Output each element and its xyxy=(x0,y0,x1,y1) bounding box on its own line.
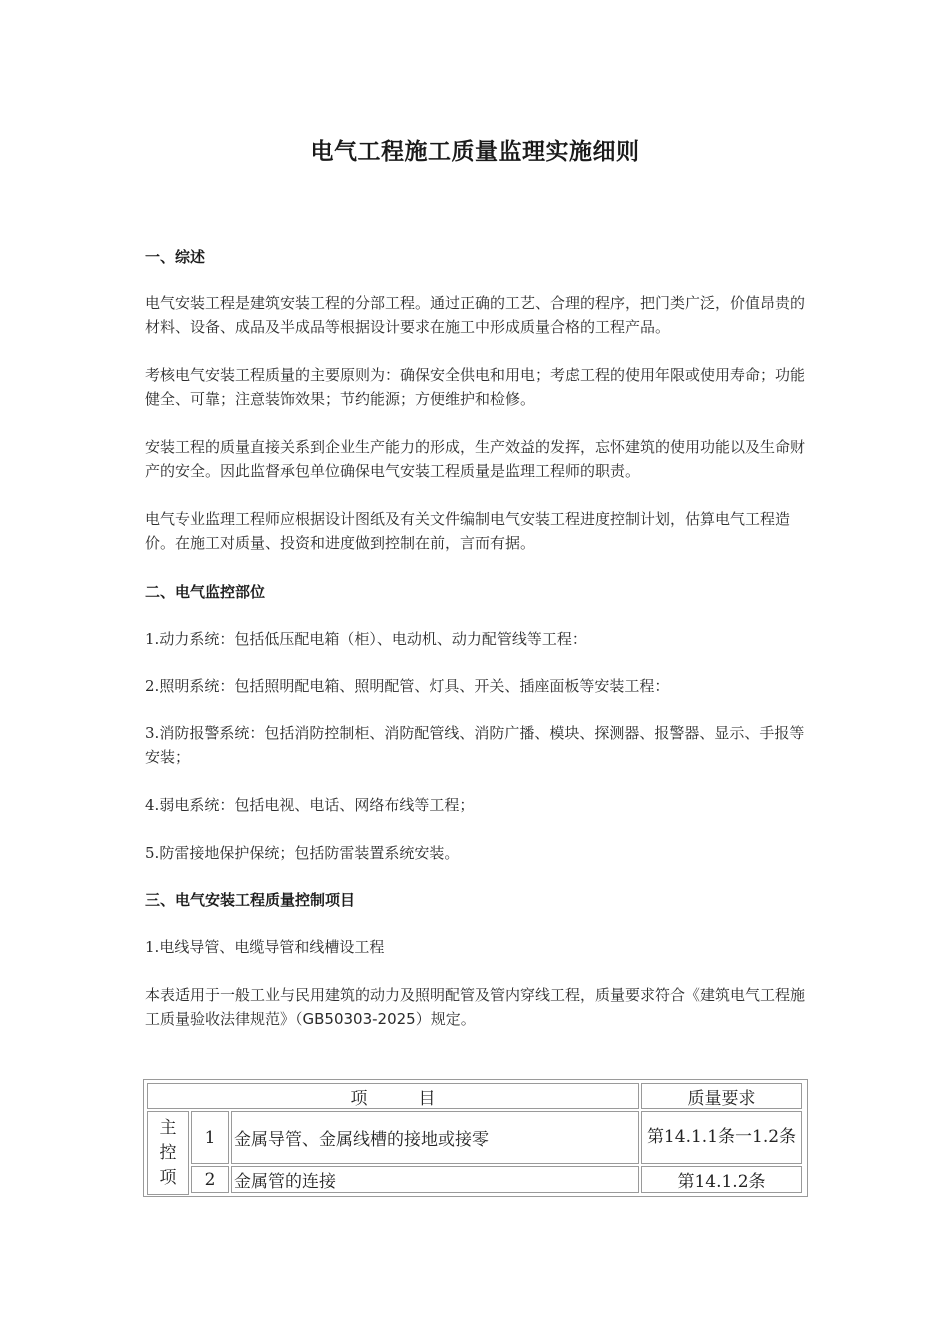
quality-table xyxy=(143,1079,808,1197)
list-item xyxy=(145,793,810,817)
list-item-text: 电线导管、电缆导管和线槽设工程 xyxy=(159,938,385,956)
paragraph-4: 电气专业监理工程师应根据设计图纸及有关文件编制电气安装工程进度控制计划，估算电气工程造价。在施工对质量、投资和进度做到控制在前，言而有据。 xyxy=(145,510,791,552)
list-item-text: 动力系统：包括低压配电箱（柜）、电动机、动力配管线等工程： xyxy=(159,630,587,648)
paragraph-1: 电气安装工程是建筑安装工程的分部工程。通过正确的工艺、合理的程序，把门类广泛，价值昂贵的材料、设备、成品及半成品等根据设计要求在施工中形成质量合格的工程产品。 xyxy=(145,294,806,336)
table-row-requirement: 第14.1.2条 xyxy=(641,1166,802,1193)
list-item-number: 1. xyxy=(145,938,160,956)
list-item-number: 5. xyxy=(145,844,160,862)
table-group-label: 主 控 项 xyxy=(147,1111,189,1195)
list-item xyxy=(145,627,810,651)
list-item-text: 防雷接地保护保统；包括防雷装置系统安装。 xyxy=(159,844,460,862)
list-item-text: 弱电系统：包括电视、电话、网络布线等工程； xyxy=(159,796,475,814)
table-row-item: 金属导管、金属线槽的接地或接零 xyxy=(231,1111,639,1164)
list-item-text: 照明系统：包括照明配电箱、照明配管、灯具、开关、插座面板等安装工程： xyxy=(159,677,670,695)
table-row-requirement: 第14.1.1条一1.2条 xyxy=(641,1111,802,1164)
list-item xyxy=(145,935,810,959)
table-row-number: 2 xyxy=(191,1166,229,1193)
list-item xyxy=(145,721,810,769)
table-row-number: 1 xyxy=(191,1111,229,1164)
section-heading-quality-control: 三、电气安装工程质量控制项目 xyxy=(145,891,356,909)
table-header-requirement: 质量要求 xyxy=(641,1083,802,1109)
list-item xyxy=(145,674,810,698)
list-item-number: 3. xyxy=(145,724,160,742)
list-item-number: 1. xyxy=(145,630,160,648)
document-title: 电气工程施工质量监理实施细则 xyxy=(310,139,640,165)
paragraph-2: 考核电气安装工程质量的主要原则为：确保安全供电和用电；考虑工程的使用年限或使用寿命；功能健全、可靠；注意装饰效果；节约能源；方便维护和检修。 xyxy=(145,366,806,408)
paragraph-3: 安装工程的质量直接关系到企业生产能力的形成，生产效益的发挥，忘怀建筑的使用功能以及生命财产的安全。因此监督承包单位确保电气安装工程质量是监理工程师的职责。 xyxy=(145,438,806,480)
table-row-item: 金属管的连接 xyxy=(231,1166,639,1193)
list-item-number: 2. xyxy=(145,677,160,695)
section-heading-overview: 一、综述 xyxy=(145,248,206,266)
table-header-item: 项 目 xyxy=(147,1083,639,1109)
list-item-number: 4. xyxy=(145,796,160,814)
paragraph-scope: 本表适用于一般工业与民用建筑的动力及照明配管及管内穿线工程，质量要求符合《建筑电气工程施工质量验收法律规范》（GB50303-2025）规定。 xyxy=(145,986,806,1028)
list-item xyxy=(145,841,810,865)
section-heading-monitoring: 二、电气监控部位 xyxy=(145,583,266,601)
list-item-text: 消防报警系统：包括消防控制柜、消防配管线、消防广播、模块、探测器、报警器、显示、手报等安装； xyxy=(145,724,805,766)
